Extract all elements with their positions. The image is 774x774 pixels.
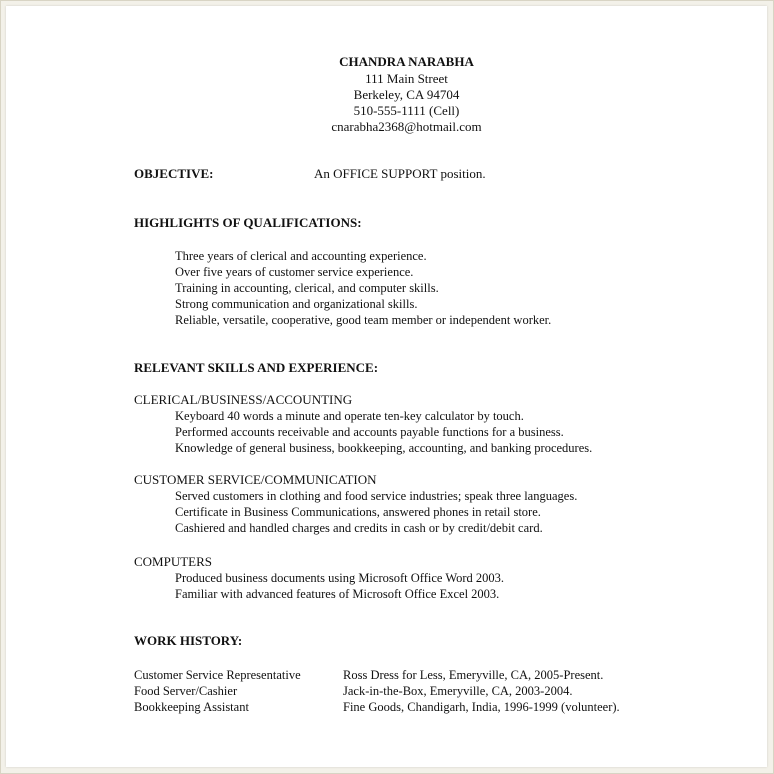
skill-group-list	[175, 570, 504, 602]
work-history-heading: WORK HISTORY:	[134, 633, 243, 648]
table-row	[134, 667, 603, 683]
list-item: Certificate in Business Communications, answered phones in retail store.	[175, 505, 541, 519]
employer: Jack-in-the-Box, Emeryville, CA, 2003-2004.	[343, 684, 573, 698]
skill-group-title: COMPUTERS	[134, 554, 213, 569]
applicant-name: CHANDRA NARABHA	[339, 54, 474, 69]
email-address: cnarabha2368@hotmail.com	[331, 119, 482, 134]
list-item: Three years of clerical and accounting experience.	[175, 249, 427, 263]
list-item: Keyboard 40 words a minute and operate ten-key calculator by touch.	[175, 409, 524, 423]
list-item: Strong communication and organizational skills.	[175, 297, 418, 311]
list-item: Familiar with advanced features of Microsoft Office Excel 2003.	[175, 587, 500, 601]
job-title: Food Server/Cashier	[134, 684, 238, 698]
address-city: Berkeley, CA 94704	[353, 87, 460, 102]
job-title: Bookkeeping Assistant	[134, 700, 249, 714]
skill-group-title: CUSTOMER SERVICE/COMMUNICATION	[134, 472, 377, 487]
job-title: Customer Service Representative	[134, 668, 301, 682]
skills-heading: RELEVANT SKILLS AND EXPERIENCE:	[134, 360, 379, 375]
list-item: Knowledge of general business, bookkeeping, accounting, and banking procedures.	[175, 441, 593, 455]
list-item: Performed accounts receivable and accounts payable functions for a business.	[175, 425, 564, 439]
skill-group-list	[175, 408, 592, 456]
skill-group-title: CLERICAL/BUSINESS/ACCOUNTING	[134, 392, 353, 407]
list-item: Produced business documents using Microsoft Office Word 2003.	[175, 571, 505, 585]
table-row	[134, 683, 572, 699]
phone-number: 510-555-1111 (Cell)	[353, 103, 460, 118]
address-street: 111 Main Street	[365, 71, 448, 86]
list-item: Over five years of customer service experience.	[175, 265, 414, 279]
highlights-list	[175, 248, 551, 328]
objective-label: OBJECTIVE:	[134, 166, 214, 181]
skill-group-list	[175, 488, 577, 536]
list-item: Served customers in clothing and food service industries; speak three languages.	[175, 489, 578, 503]
objective-text: An OFFICE SUPPORT position.	[314, 166, 486, 181]
list-item: Cashiered and handled charges and credits in cash or by credit/debit card.	[175, 521, 543, 535]
employer: Ross Dress for Less, Emeryville, CA, 2005-Present.	[343, 668, 604, 682]
employer: Fine Goods, Chandigarh, India, 1996-1999 (volunteer).	[343, 700, 620, 714]
list-item: Training in accounting, clerical, and computer skills.	[175, 281, 439, 295]
list-item: Reliable, versatile, cooperative, good team member or independent worker.	[175, 313, 552, 327]
table-row	[134, 699, 620, 715]
highlights-heading: HIGHLIGHTS OF QUALIFICATIONS:	[134, 215, 362, 230]
